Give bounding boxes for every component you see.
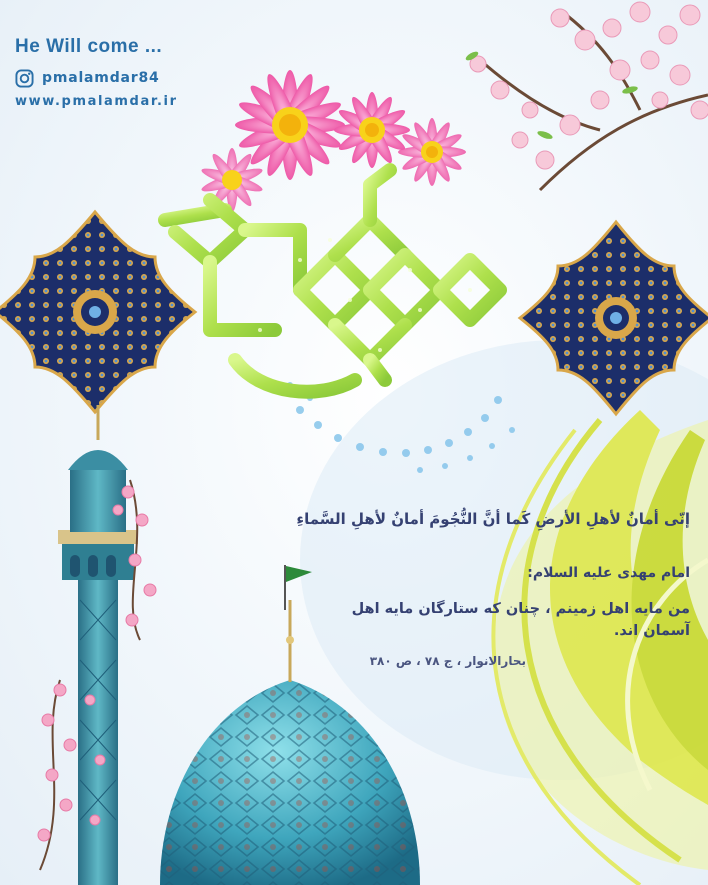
instagram-link[interactable]	[15, 68, 160, 88]
minaret	[58, 405, 138, 885]
cherry-blossom-branch	[464, 2, 708, 190]
quote-speaker: امام مهدی علیه السلام:	[527, 565, 690, 581]
arabic-quote: إنّی أمانٌ لأهلِ الأرضِ کَما أنَّ النُّجُومَ أمانٌ لأهلِ السَّماءِ	[296, 510, 690, 528]
website-link[interactable]: www.pmalamdar.ir	[15, 94, 178, 109]
quote-source: بحارالانوار ، ج ۷۸ ، ص ۳۸۰	[369, 654, 526, 668]
instagram-handle: pmalamdar84	[42, 70, 160, 86]
calligraphy-emblem	[165, 170, 500, 392]
persian-translation: من مایه اهل زمینم ، چنان که ستارگان مایه اهل آسمان اند.	[351, 601, 690, 639]
brand-title: He Will come ...	[15, 36, 163, 57]
tile-ornament-left	[0, 212, 195, 412]
pink-flowers	[200, 70, 466, 212]
instagram-icon	[15, 69, 34, 88]
